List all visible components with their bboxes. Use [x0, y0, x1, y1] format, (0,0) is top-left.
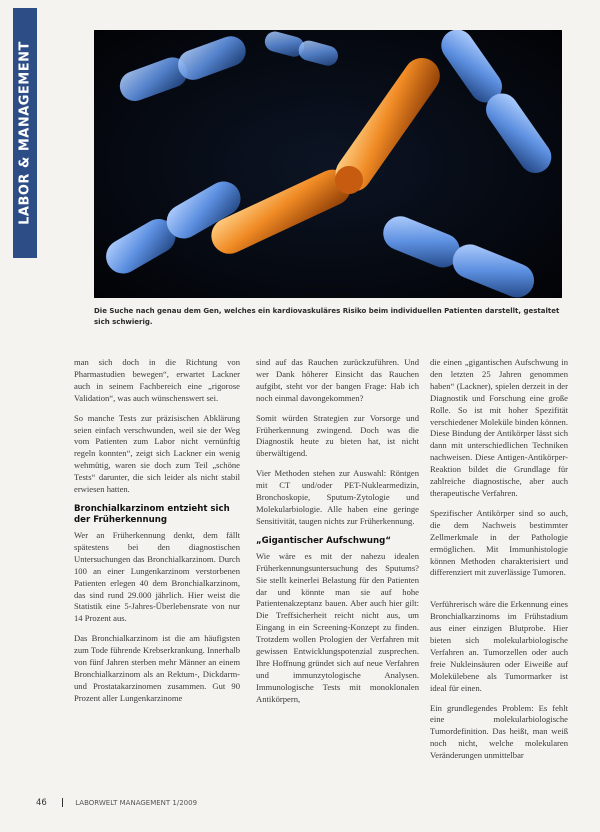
paragraph: Wer an Früherkennung denkt, dem fällt spätestens bei den diagnostischen Untersuchungen das Bronchialkarzinom. Durch 100 an einer Lungenkarzinom verstorbenen Patienten erlegen 40 dem Bronchialkarzinom, das sind rund 29.000 jährlich. Hier weist die Statistik eine 5-Jahres-Überlebensrate von nur 14 Prozent aus. — [74, 529, 240, 624]
paragraph: Spezifischer Antikörper sind so auch, die dem Nachweis bestimmter Zellmerkmale in der Pathologie ermöglichen. Mit Immunhistologie können Methoden charakterisiert und differenziert mit zuverlässige Tumoren. — [430, 507, 568, 578]
page-footer — [36, 798, 197, 808]
paragraph: sind auf das Rauchen zurückzuführen. Und wer Dank höherer Einsicht das Rauchen aufgibt, steht vor der bangen Frage: Hab ich noch einmal davongekommen? — [256, 357, 419, 403]
paragraph: man sich doch in die Richtung von Pharmastudien bewegen“, erwartet Lackner auch in seinem Fachbereich eine „rigorose Validation“, was auch wünschenswert sei. — [74, 357, 240, 403]
publication-name: LABORWELT MANAGEMENT 1/2009 — [75, 799, 198, 807]
section-tab — [13, 8, 37, 258]
paragraph: So manche Tests zur präzisischen Abklärung seien einfach verschwunden, weil sie der Weg vom Patienten zum Labor nicht vernünftig regeln konnten“, zeigt sich Lackner ein wenig wehmütig, waren sie doch zum Teil „schöne Tests“ darunter, die sich leider als nicht stabil erwiesen hatten. — [74, 412, 240, 495]
figure-caption: Die Suche nach genau dem Gen, welches ein kardiovaskuläres Risiko beim individuellen Patienten darstellt, gestaltet sich schwierig. — [94, 307, 560, 326]
paragraph: Vier Methoden stehen zur Auswahl: Röntgen mit CT und/oder PET-Nuklearmedizin, Bronchoskopie, Sputum-Zytologie und Molekularbiologie. Alle haben eine geringe Sensitivität, taugen nichts zur Früherkennung. — [256, 468, 419, 526]
page-number: 46 — [36, 798, 47, 808]
section-tab-label: LABOR & MANAGEMENT — [17, 41, 33, 225]
hero-image-chromosomes — [94, 30, 562, 298]
footer-divider — [62, 798, 63, 807]
paragraph: Verführerisch wäre die Erkennung eines Bronchialkarzinoms im Frühstadium aus einer einzigen Blutprobe. Hier bieten sich molekularbiologische Verfahren an. Tumorzellen oder auch freie Nukleinsäuren oder Eiweiße auf Molekülebene als Tumormarker ist ideal für einen. — [430, 599, 568, 693]
text-column-2 — [256, 357, 419, 714]
chromosome-illustration — [94, 30, 562, 298]
paragraph: Ein grundlegendes Problem: Es fehlt eine molekularbiologische Tumordefinition. Das heißt, man weiß noch nicht, welche molekularen Veränderungen unmittelbar — [430, 702, 568, 761]
paragraph: die einen „gigantischen Aufschwung in den letzten 25 Jahren genommen haben“ (Lackner), spielen derzeit in der Diagnostik und Forschung eine große Rolle. So ist mit hoher Spezifität verschiedener Moleküle binden können. Diese Bindung der Antikörper lässt sich dann mit unterschiedlichen Techniken nachweisen. Diese Antigen-Antikörper-Reaktion bildet die Grundlage für zahlreiche diagnostische, aber auch therapeutische Verfahren. — [430, 357, 568, 498]
text-column-3 — [430, 357, 568, 770]
paragraph: Wie wäre es mit der nahezu idealen Früherkennungsuntersuchung des Sputums? Sie stellt keinerlei Belastung für den Patienten dar und könnte man sie auf hohe Patientenakzeptanz bauen. Aber auch hier gilt: Die Treffsicherheit reicht nicht aus, um Eingang in ein Screening-Konzept zu finden. Trotzdem wollen Prologien der Verfahren mit gewissen Entwicklungspotenzial zusprechen. Ihre Hoffnung gründet sich auf neue Verfahren und immunzytologische Analysen. Immunologische Tests mit monoklonalen Antikörpern, — [256, 550, 419, 704]
text-column-1 — [74, 357, 240, 713]
paragraph: Somit würden Strategien zur Vorsorge und Früherkennung zwingend. Doch was die Diagnostik heute zu bieten hat, ist nicht überwältigend. — [256, 412, 419, 459]
subheading: Bronchialkarzinom entzieht sich der Früherkennung — [74, 503, 230, 525]
subheading: „Gigantischer Aufschwung“ — [256, 535, 391, 546]
paragraph: Das Bronchialkarzinom ist die am häufigsten zum Tode führende Krebserkrankung. Innerhalb von fünf Jahren sterben mehr Männer an einem Bronchialkarzinom als an Rektum-, Dickdarm- und Prostatakarzinomen zusammen. Gut 90 Prozent aller Lungenkarzinome — [74, 633, 240, 703]
